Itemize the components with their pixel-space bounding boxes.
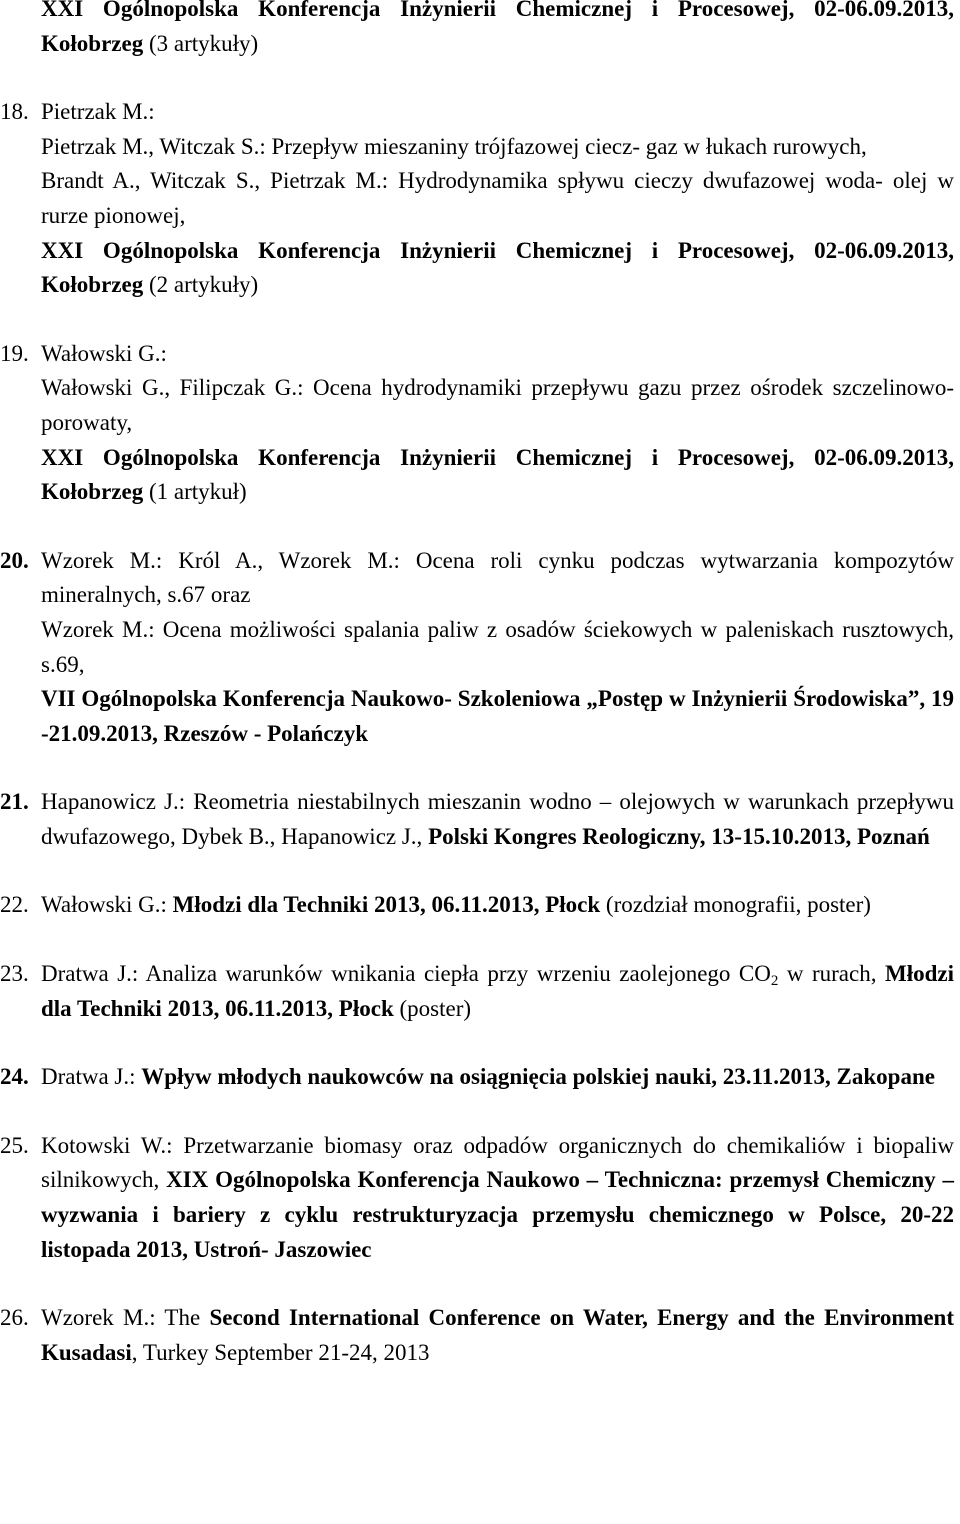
entry-gap	[0, 923, 954, 957]
publication-entry	[0, 95, 954, 303]
entry-line: Kotowski W.: Przetwarzanie biomasy oraz odpadów organicznych do chemikaliów i biopaliw silnikowych, XIX Ogólnopolska Konferencja Naukowo – Techniczna: przemysł Chemiczny – wyzwania i bariery z cyklu restrukturyzacja przemysłu chemicznego w Polsce, 20-22 listopada 2013, Ustroń- Jaszowiec	[41, 1132, 954, 1262]
entry-line: XXI Ogólnopolska Konferencja Inżynierii Chemicznej i Procesowej, 02-06.09.2013, Kołobrzeg (2 artykuły)	[41, 237, 954, 298]
entry-line: Pietrzak M., Witczak S.: Przepływ mieszaniny trójfazowej ciecz- gaz w łukach rurowych,	[41, 133, 867, 159]
entry-gap	[0, 751, 954, 785]
entry-gap	[0, 1026, 954, 1060]
entry-number: 19.	[0, 340, 29, 366]
entry-number: 22.	[0, 892, 29, 918]
entry-line: Brandt A., Witczak S., Pietrzak M.: Hydrodynamika spływu cieczy dwufazowej woda- olej w rurze pionowej,	[41, 168, 954, 228]
entry-line: Wzorek M.: Ocena możliwości spalania paliw z osadów ściekowych w paleniskach rusztowych, s.69,	[41, 616, 954, 677]
entry-line: Wałowski G.: Młodzi dla Techniki 2013, 06.11.2013, Płock (rozdział monografii, poster)	[41, 892, 871, 918]
entry-gap	[0, 510, 954, 544]
entry-gap	[0, 1267, 954, 1301]
conference-summary: XXI Ogólnopolska Konferencja Inżynierii Chemicznej i Procesowej, 02-06.09.2013, Kołobrzeg (3 artykuły)	[41, 0, 954, 56]
entry-gap	[0, 1095, 954, 1129]
publication-entry	[0, 1060, 954, 1095]
entry-number: 26.	[0, 1305, 29, 1331]
entry-line: Hapanowicz J.: Reometria niestabilnych mieszanin wodno – olejowych w warunkach przepływu dwufazowego, Dybek B., Hapanowicz J., Polski Kongres Reologiczny, 13-15.10.2013, Poznań	[41, 789, 954, 849]
entry-number: 23.	[0, 961, 29, 987]
entry-gap	[0, 61, 954, 95]
publication-entry	[0, 888, 954, 923]
publication-entry	[0, 544, 954, 752]
entry-line: VII Ogólnopolska Konferencja Naukowo- Szkoleniowa „Postęp w Inżynierii Środowiska”, 19 -21.09.2013, Rzeszów - Polańczyk	[41, 686, 954, 746]
entry-line: Wałowski G., Filipczak G.: Ocena hydrodynamiki przepływu gazu przez ośrodek szczelinowo- porowaty,	[41, 375, 954, 435]
entry-line: Wałowski G.:	[41, 340, 167, 366]
entry-gap	[0, 303, 954, 337]
entry-line: XXI Ogólnopolska Konferencja Inżynierii Chemicznej i Procesowej, 02-06.09.2013, Kołobrzeg (1 artykuł)	[41, 444, 954, 505]
entry-number: 25.	[0, 1132, 29, 1158]
entry-number: 24.	[0, 1064, 29, 1090]
entry-number: 20.	[0, 547, 29, 573]
publication-entry	[0, 957, 954, 1026]
entry-line: Dratwa J.: Wpływ młodych naukowców na osiągnięcia polskiej nauki, 23.11.2013, Zakopane	[41, 1064, 935, 1090]
entry-gap	[0, 854, 954, 888]
entry-line: Wzorek M.: Król A., Wzorek M.: Ocena roli cynku podczas wytwarzania kompozytów mineralnych, s.67 oraz	[41, 547, 954, 608]
publication-entry	[0, 1301, 954, 1370]
entry-line: Dratwa J.: Analiza warunków wnikania ciepła przy wrzeniu zaolejonego $CO_2$ w rurach, Młodzi dla Techniki 2013, 06.11.2013, Płock (poster)	[41, 961, 954, 1021]
publication-entry	[0, 785, 954, 854]
publication-entry	[0, 1129, 954, 1267]
entry-number: 21.	[0, 789, 29, 815]
publication-entry	[0, 337, 954, 510]
entry-line: Wzorek M.: The Second International Conference on Water, Energy and the Environment Kusadasi, Turkey September 21-24, 2013	[41, 1305, 954, 1365]
entry-number: 18.	[0, 99, 29, 125]
entry-line: Pietrzak M.:	[41, 99, 155, 125]
